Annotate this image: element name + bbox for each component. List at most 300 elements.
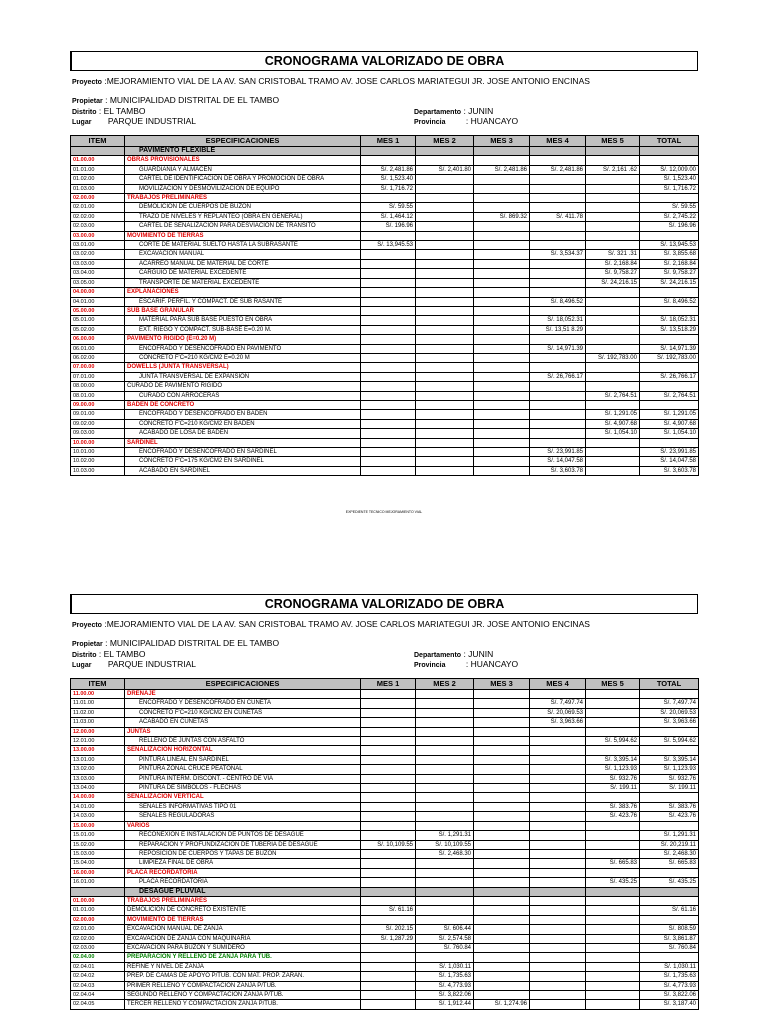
month-value-cell [586, 194, 640, 203]
item-code: 03.05.00 [71, 278, 125, 287]
month-value-cell [361, 831, 416, 840]
month-value-cell [474, 306, 530, 315]
total-cell [640, 400, 699, 409]
table-row [71, 755, 699, 764]
month-value-cell [530, 943, 586, 952]
total-cell [640, 896, 699, 905]
item-code: 08.00.00 [71, 382, 125, 391]
column-header: ITEM [71, 679, 125, 690]
table-row [71, 410, 699, 419]
column-header: TOTAL [640, 679, 699, 690]
specification: RELLENO DE JUNTAS CON ASFALTO [125, 737, 361, 746]
month-value-cell [530, 259, 586, 268]
month-value-cell [416, 802, 474, 811]
item-code: 05.02.00 [71, 325, 125, 334]
column-header: ESPECIFICACIONES [125, 679, 361, 690]
month-value-cell [586, 448, 640, 457]
month-value-cell [416, 774, 474, 783]
month-value-cell [530, 156, 586, 165]
total-cell: S/. 199.11 [640, 784, 699, 793]
month-value-cell [361, 859, 416, 868]
item-code: 02.04.02 [71, 972, 125, 981]
item-code: 02.03.00 [71, 222, 125, 231]
group-row [71, 382, 699, 391]
total-cell: S/. 5,994.62 [640, 737, 699, 746]
table-row [71, 222, 699, 231]
specification: LIMPIEZA FINAL DE OBRA [125, 859, 361, 868]
item-code: 14.00.00 [71, 793, 125, 802]
specification: PREP. DE CAMAS DE APOYO P/TUB. CON MAT. PROP. ZARAN. [125, 972, 361, 981]
item-code: 02.03.00 [71, 943, 125, 952]
table-row [71, 699, 699, 708]
item-code: 03.00.00 [71, 231, 125, 240]
month-value-cell [530, 391, 586, 400]
month-value-cell [586, 849, 640, 858]
group-row [71, 438, 699, 447]
total-cell [640, 194, 699, 203]
month-value-cell: S/. 383.76 [586, 802, 640, 811]
total-cell: S/. 14,971.39 [640, 344, 699, 353]
month-value-cell [530, 774, 586, 783]
total-cell: S/. 7,497.74 [640, 699, 699, 708]
table-row [71, 934, 699, 943]
month-value-cell [361, 981, 416, 990]
month-value-cell [416, 391, 474, 400]
month-value-cell [530, 840, 586, 849]
month-value-cell [361, 410, 416, 419]
month-value-cell [361, 868, 416, 877]
month-value-cell [416, 278, 474, 287]
item-code: 01.00.00 [71, 156, 125, 165]
month-value-cell [361, 438, 416, 447]
month-value-cell: S/. 423.76 [586, 812, 640, 821]
table-row [71, 812, 699, 821]
month-value-cell: S/. 9,758.27 [586, 269, 640, 278]
month-value-cell [586, 840, 640, 849]
section-title: DESAGUE PLUVIAL [125, 887, 361, 896]
item-code: 03.01.00 [71, 241, 125, 250]
month-value-cell [474, 991, 530, 1000]
item-code: 02.01.00 [71, 925, 125, 934]
total-cell [640, 288, 699, 297]
propietario-label: Propietar [72, 641, 103, 648]
page-title-2: CRONOGRAMA VALORIZADO DE OBRA [70, 594, 698, 614]
month-value-cell [416, 699, 474, 708]
table-row [71, 419, 699, 428]
month-value-cell [530, 727, 586, 736]
month-value-cell [474, 934, 530, 943]
specification: SEÑALES INFORMATIVAS TIPO 01 [125, 802, 361, 811]
month-value-cell [586, 793, 640, 802]
specification: REFINE Y NIVEL DE ZANJA [125, 962, 361, 971]
group-row [71, 690, 699, 699]
month-value-cell [586, 382, 640, 391]
month-value-cell: S/. 2,161 .62 [586, 165, 640, 174]
group-row [71, 953, 699, 962]
month-value-cell [530, 222, 586, 231]
month-value-cell [586, 400, 640, 409]
month-value-cell [474, 972, 530, 981]
total-cell: S/. 13,945.53 [640, 241, 699, 250]
month-value-cell [416, 400, 474, 409]
month-value-cell [474, 353, 530, 362]
table-row [71, 981, 699, 990]
distrito-label: Distrito [72, 109, 97, 116]
total-cell [640, 868, 699, 877]
month-value-cell [361, 943, 416, 952]
month-value-cell [474, 802, 530, 811]
month-value-cell [416, 269, 474, 278]
month-value-cell [416, 727, 474, 736]
month-value-cell [416, 868, 474, 877]
value-cell [474, 147, 530, 156]
month-value-cell [586, 708, 640, 717]
month-value-cell [361, 765, 416, 774]
table-row [71, 1000, 699, 1009]
table-row [71, 278, 699, 287]
month-value-cell [416, 821, 474, 830]
month-value-cell [361, 991, 416, 1000]
month-value-cell [474, 849, 530, 858]
specification: EXCAVACION DE ZANJA CON MAQUINARIA [125, 934, 361, 943]
item-code: 01.03.00 [71, 184, 125, 193]
propietario-value: : MUNICIPALIDAD DISTRITAL DE EL TAMBO [105, 638, 280, 648]
total-cell [640, 793, 699, 802]
lugar-value: PARQUE INDUSTRIAL [107, 659, 196, 669]
total-cell: S/. 3,855.68 [640, 250, 699, 259]
item-code: 11.00.00 [71, 690, 125, 699]
item-code: 12.00.00 [71, 727, 125, 736]
group-row [71, 915, 699, 924]
month-value-cell [530, 241, 586, 250]
specification: SENALIZACION HORIZONTAL [125, 746, 361, 755]
total-cell [640, 438, 699, 447]
specification: EXCAVACION PARA BUZON Y SUMIDERO [125, 943, 361, 952]
month-value-cell [530, 849, 586, 858]
total-cell: S/. 23,991.85 [640, 448, 699, 457]
table-row [71, 831, 699, 840]
month-value-cell [474, 812, 530, 821]
month-value-cell: S/. 2,481.86 [361, 165, 416, 174]
specification: JUNTA TRANSVERSAL DE EXPANSION [125, 372, 361, 381]
month-value-cell: S/. 321 .31 [586, 250, 640, 259]
month-value-cell [474, 755, 530, 764]
month-value-cell [586, 934, 640, 943]
table-row [71, 259, 699, 268]
specification: RECONEXION E INSTALACION DE PUNTOS DE DESAGUE [125, 831, 361, 840]
value-cell [530, 887, 586, 896]
month-value-cell [474, 690, 530, 699]
item-code: 10.02.00 [71, 457, 125, 466]
month-value-cell [361, 344, 416, 353]
column-header: MES 2 [416, 136, 474, 147]
month-value-cell: S/. 10,109.55 [361, 840, 416, 849]
specification: ENCOFRADO Y DESENCOFRADO EN PAVIMENTO [125, 344, 361, 353]
month-value-cell [474, 250, 530, 259]
item-code: 07.00.00 [71, 363, 125, 372]
month-value-cell [416, 915, 474, 924]
total-cell: S/. 4,907.68 [640, 419, 699, 428]
item-code: 06.02.00 [71, 353, 125, 362]
month-value-cell [530, 353, 586, 362]
total-cell: S/. 435.25 [640, 878, 699, 887]
month-value-cell [361, 419, 416, 428]
month-value-cell [530, 400, 586, 409]
month-value-cell: S/. 2,481.86 [530, 165, 586, 174]
specification: EXT. RIEGO Y COMPACT. SUB-BASE E=0.20 M. [125, 325, 361, 334]
specification: PLACA RECORDATORIA [125, 878, 361, 887]
month-value-cell [361, 690, 416, 699]
month-value-cell: S/. 8,496.52 [530, 297, 586, 306]
column-header: MES 3 [474, 679, 530, 690]
specification: GUARDIANIA Y ALMACEN [125, 165, 361, 174]
total-cell: S/. 932.76 [640, 774, 699, 783]
specification: MATERIAL PARA SUB BASE PUESTO EN OBRA [125, 316, 361, 325]
month-value-cell [474, 335, 530, 344]
month-value-cell: S/. 18,052.31 [530, 316, 586, 325]
month-value-cell: S/. 24,216.15 [586, 278, 640, 287]
month-value-cell: S/. 411.78 [530, 212, 586, 221]
table-row [71, 774, 699, 783]
month-value-cell [530, 746, 586, 755]
month-value-cell [474, 925, 530, 934]
group-row [71, 727, 699, 736]
item-code: 15.04.00 [71, 859, 125, 868]
month-value-cell [416, 382, 474, 391]
month-value-cell [530, 793, 586, 802]
month-value-cell [416, 419, 474, 428]
project-header-2 [70, 614, 698, 678]
table-row [71, 466, 699, 475]
month-value-cell [474, 746, 530, 755]
month-value-cell [474, 765, 530, 774]
value-cell [416, 147, 474, 156]
specification: ENCOFRADO Y DESENCOFRADO EN SARDINEL [125, 448, 361, 457]
month-value-cell [416, 755, 474, 764]
month-value-cell [361, 962, 416, 971]
total-cell [640, 363, 699, 372]
section-title: PAVIMENTO FLEXIBLE [125, 147, 361, 156]
column-header: ITEM [71, 136, 125, 147]
month-value-cell [474, 325, 530, 334]
table-row [71, 269, 699, 278]
departamento-label: Departamento [414, 652, 462, 659]
month-value-cell [530, 363, 586, 372]
month-value-cell [586, 699, 640, 708]
month-value-cell [474, 410, 530, 419]
specification: ESCARIF. PERFIL. Y COMPACT. DE SUB RASANTE [125, 297, 361, 306]
group-row [71, 868, 699, 877]
month-value-cell [474, 316, 530, 325]
specification: ENCOFRADO Y DESENCOFRADO EN BADEN [125, 410, 361, 419]
month-value-cell [474, 363, 530, 372]
item-code: 02.02.00 [71, 934, 125, 943]
item-code: 16.01.00 [71, 878, 125, 887]
month-value-cell [474, 194, 530, 203]
item-code: 03.03.00 [71, 259, 125, 268]
sheet-1 [70, 51, 698, 476]
month-value-cell [474, 962, 530, 971]
month-value-cell [416, 297, 474, 306]
table-row [71, 203, 699, 212]
month-value-cell [361, 250, 416, 259]
month-value-cell [530, 175, 586, 184]
specification: REPOSICION DE CUERPOS Y TAPAS DE BUZON [125, 849, 361, 858]
item-code: 04.00.00 [71, 288, 125, 297]
item-code: 07.01.00 [71, 372, 125, 381]
specification: PRIMER RELLENO Y COMPACTACION ZANJA P/TUB. [125, 981, 361, 990]
column-header-row [71, 679, 699, 690]
total-cell: S/. 9,758.27 [640, 269, 699, 278]
provincia-label: Provincia [414, 662, 446, 669]
column-header: ESPECIFICACIONES [125, 136, 361, 147]
month-value-cell: S/. 760.84 [416, 943, 474, 952]
total-cell: S/. 2,745.22 [640, 212, 699, 221]
item-code: 14.03.00 [71, 812, 125, 821]
month-value-cell [474, 840, 530, 849]
month-value-cell [474, 259, 530, 268]
lugar-label: Lugar [72, 662, 92, 669]
month-value-cell [586, 746, 640, 755]
total-cell: S/. 3,603.78 [640, 466, 699, 475]
specification: CARGUIO DE MATERIAL EXCEDENTE [125, 269, 361, 278]
total-cell: S/. 3,861.87 [640, 934, 699, 943]
month-value-cell [474, 868, 530, 877]
provincia-value: : HUANCAYO [465, 659, 519, 669]
month-value-cell [416, 222, 474, 231]
value-cell [586, 147, 640, 156]
month-value-cell [416, 316, 474, 325]
month-value-cell [361, 699, 416, 708]
month-value-cell: S/. 1,291.31 [416, 831, 474, 840]
month-value-cell [474, 466, 530, 475]
total-cell [640, 231, 699, 240]
distrito-value: : EL TAMBO [98, 106, 146, 116]
month-value-cell [474, 438, 530, 447]
month-value-cell [530, 953, 586, 962]
total-cell: S/. 3,187.40 [640, 1000, 699, 1009]
month-value-cell: S/. 3,822.06 [416, 991, 474, 1000]
month-value-cell [586, 297, 640, 306]
month-value-cell [361, 821, 416, 830]
item-cell [71, 147, 125, 156]
specification: MOVILIZACION Y DESMOVILIZACION DE EQUIPO [125, 184, 361, 193]
month-value-cell: S/. 20,069.53 [530, 708, 586, 717]
total-cell: S/. 760.84 [640, 943, 699, 952]
month-value-cell [416, 718, 474, 727]
specification: DRENAJE [125, 690, 361, 699]
specification: CURADO CON ARROCERAS [125, 391, 361, 400]
specification: DEMOLICION DE CONCRETO EXISTENTE [125, 906, 361, 915]
item-code: 04.01.00 [71, 297, 125, 306]
total-cell: S/. 24,216.15 [640, 278, 699, 287]
total-cell: S/. 665.83 [640, 859, 699, 868]
month-value-cell: S/. 26,766.17 [530, 372, 586, 381]
specification: PINTURA LINEAL EN SARDINEL [125, 755, 361, 764]
month-value-cell [530, 1000, 586, 1009]
total-cell: S/. 192,783.00 [640, 353, 699, 362]
specification: REPARACION Y PROFUNDIZACION DE TUBERIA DE DESAGUE [125, 840, 361, 849]
month-value-cell [416, 793, 474, 802]
value-cell [530, 147, 586, 156]
specification: CONCRETO F'C=210 KG/CM2 EN BADEN [125, 419, 361, 428]
month-value-cell: S/. 1,523.40 [361, 175, 416, 184]
propietario-label: Propietar [72, 98, 103, 105]
month-value-cell [530, 915, 586, 924]
month-value-cell [416, 344, 474, 353]
item-code: 10.03.00 [71, 466, 125, 475]
item-code: 10.00.00 [71, 438, 125, 447]
specification: MOVIMIENTO DE TIERRAS [125, 915, 361, 924]
month-value-cell [586, 184, 640, 193]
distrito-value: : EL TAMBO [98, 649, 146, 659]
month-value-cell [530, 896, 586, 905]
month-value-cell [361, 429, 416, 438]
value-cell [361, 147, 416, 156]
month-value-cell [474, 156, 530, 165]
total-cell: S/. 2,168.84 [640, 259, 699, 268]
item-code: 05.00.00 [71, 306, 125, 315]
value-cell [640, 147, 699, 156]
provincia-value: : HUANCAYO [465, 116, 519, 126]
month-value-cell [530, 802, 586, 811]
item-code: 02.02.00 [71, 212, 125, 221]
specification: CARTEL DE SENALIZACION PARA DESVIACION DE TRANSITO [125, 222, 361, 231]
specification: CORTE DE MATERIAL SUELTO HASTA LA SUBRASANTE [125, 241, 361, 250]
specification: MOVIMIENTO DE TIERRAS [125, 231, 361, 240]
month-value-cell: S/. 3,963.66 [530, 718, 586, 727]
total-cell: S/. 1,523.40 [640, 175, 699, 184]
month-value-cell [530, 382, 586, 391]
month-value-cell: S/. 1,735.63 [416, 972, 474, 981]
table-row [71, 241, 699, 250]
item-code: 11.02.00 [71, 708, 125, 717]
month-value-cell [361, 194, 416, 203]
month-value-cell [361, 457, 416, 466]
month-value-cell [474, 203, 530, 212]
table-row [71, 943, 699, 952]
month-value-cell [474, 288, 530, 297]
month-value-cell [474, 419, 530, 428]
month-value-cell [416, 184, 474, 193]
specification: ACABADO EN CUNETAS [125, 718, 361, 727]
group-row [71, 156, 699, 165]
specification: OBRAS PROVISIONALES [125, 156, 361, 165]
month-value-cell [361, 156, 416, 165]
month-value-cell [586, 821, 640, 830]
table-row [71, 372, 699, 381]
month-value-cell [474, 278, 530, 287]
total-cell [640, 335, 699, 344]
specification: SEGUNDO RELLENO Y COMPACTACION ZANJA P/TUB. [125, 991, 361, 1000]
month-value-cell [474, 448, 530, 457]
column-header-row [71, 136, 699, 147]
month-value-cell [586, 344, 640, 353]
table-row [71, 840, 699, 849]
table-row [71, 429, 699, 438]
table-row [71, 297, 699, 306]
specification: CURADO DE PAVIMENTO RIGIDO [125, 382, 361, 391]
month-value-cell [474, 915, 530, 924]
month-value-cell [474, 943, 530, 952]
total-cell: S/. 20,069.53 [640, 708, 699, 717]
table-row [71, 737, 699, 746]
month-value-cell [416, 457, 474, 466]
month-value-cell: S/. 1,291.05 [586, 410, 640, 419]
total-cell [640, 821, 699, 830]
month-value-cell [361, 448, 416, 457]
month-value-cell [586, 962, 640, 971]
